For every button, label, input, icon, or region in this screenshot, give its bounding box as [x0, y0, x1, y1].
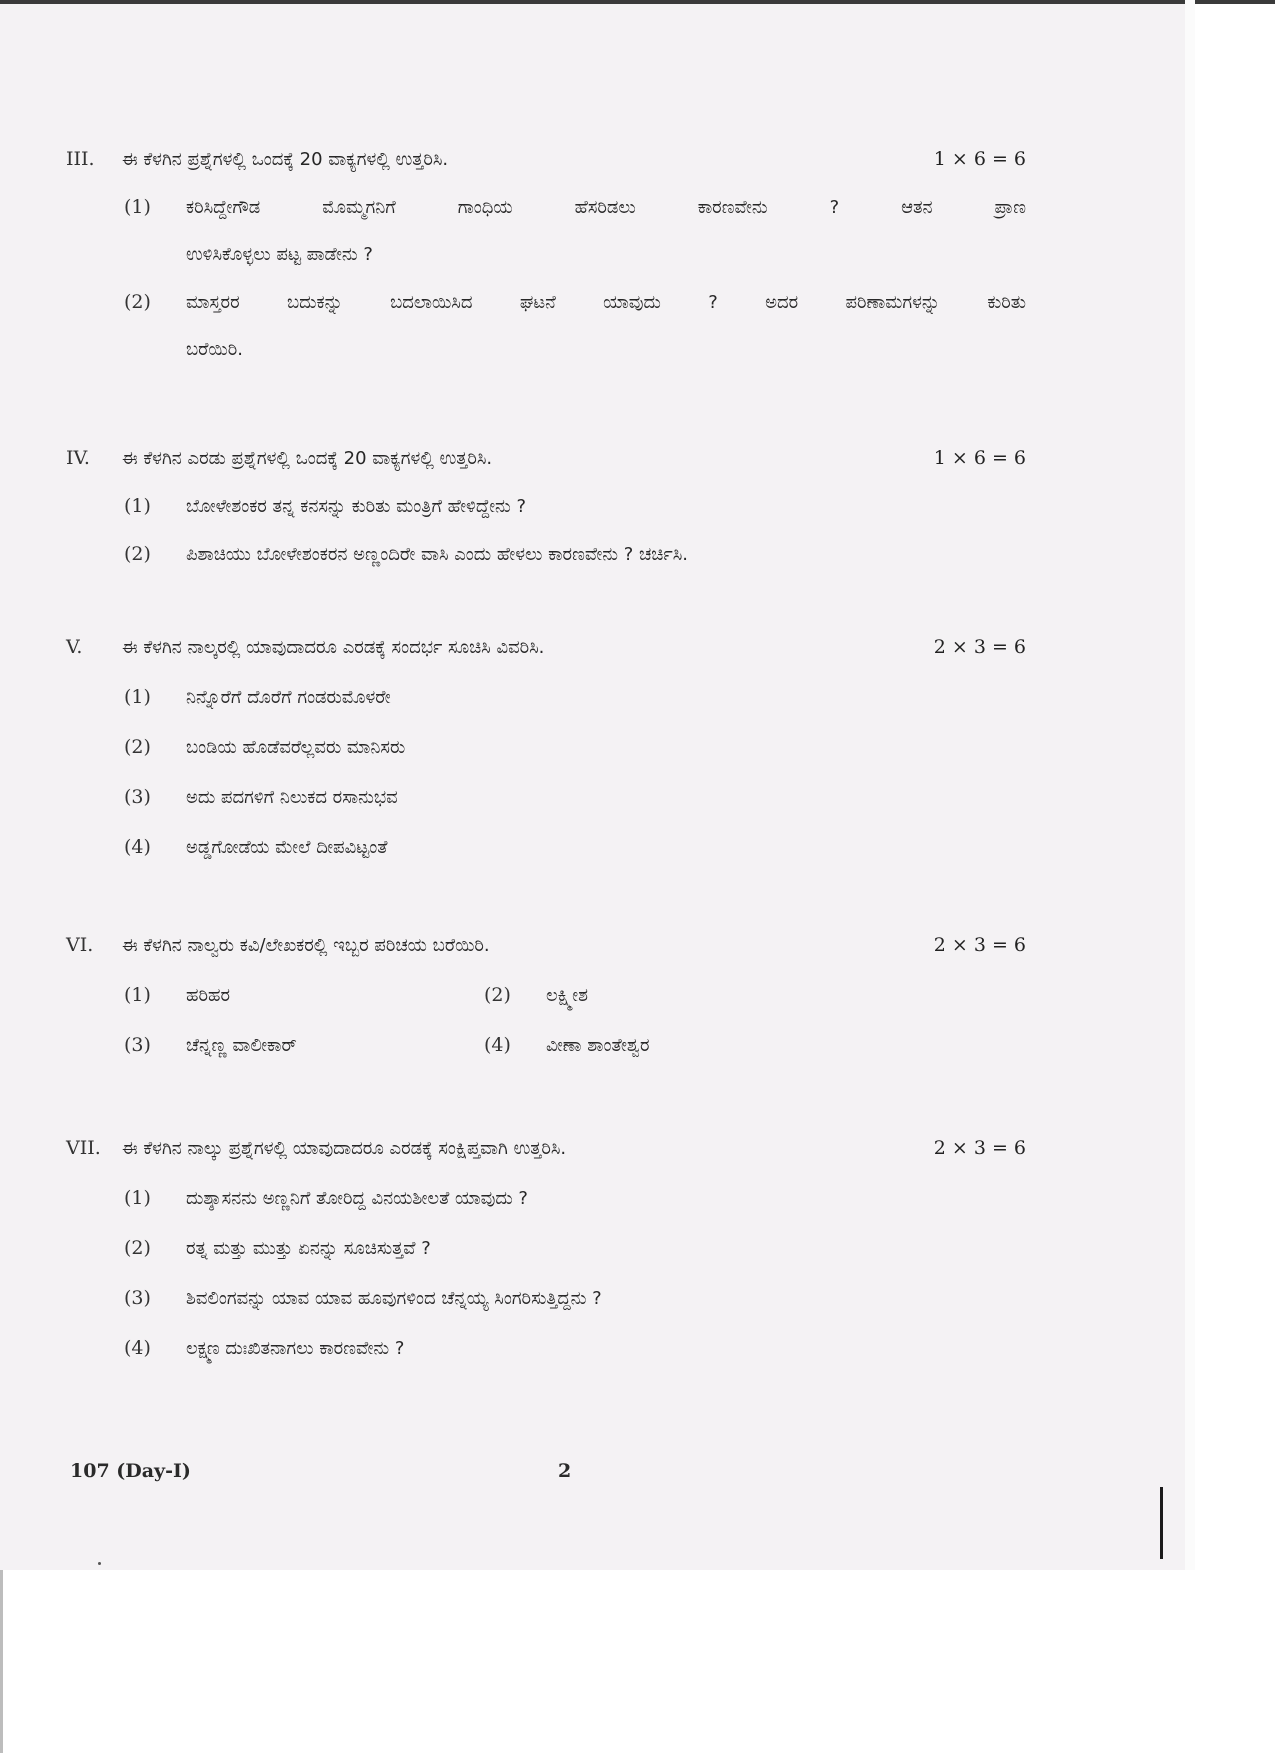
question-item	[124, 196, 1026, 218]
section-marks: 2 × 3 = 6	[933, 934, 1026, 956]
section-instruction: ಈ ಕೆಳಗಿನ ಪ್ರಶ್ನೆಗಳಲ್ಲಿ ಒಂದಕ್ಕೆ 20 ವಾಕ್ಯಗಳಲ್ಲಿ ಉತ್ತರಿಸಿ.	[122, 149, 449, 170]
question-number: (2)	[124, 736, 151, 758]
section-marks: 2 × 3 = 6	[933, 636, 1026, 658]
question-number: (3)	[124, 1034, 151, 1056]
question-number: (1)	[124, 196, 151, 218]
section-header	[66, 148, 1026, 170]
section-instruction: ಈ ಕೆಳಗಿನ ನಾಲ್ಕರಲ್ಲಿ ಯಾವುದಾದರೂ ಎರಡಕ್ಕೆ ಸಂದರ್ಭ ಸೂಚಿಸಿ ವಿವರಿಸಿ.	[122, 637, 545, 658]
question-text: ನಿನ್ನೊರೆಗೆ ದೊರೆಗೆ ಗಂಡರುಮೊಳರೇ	[186, 687, 391, 708]
section-header	[66, 934, 1026, 956]
question-text: ಪಿಶಾಚಿಯು ಬೋಳೇಶಂಕರನ ಅಣ್ಣಂದಿರೇ ವಾಸಿ ಎಂದು ಹೇಳಲು ಕಾರಣವೇನು ? ಚರ್ಚಿಸಿ.	[186, 544, 689, 565]
section-3	[66, 148, 1026, 360]
question-item	[124, 686, 1026, 708]
question-item	[124, 1187, 1026, 1209]
scan-speck	[98, 1562, 101, 1565]
question-text: ಮಾಸ್ತರರ ಬದುಕನ್ನು ಬದಲಾಯಿಸಿದ ಘಟನೆ ಯಾವುದು ? ಅದರ ಪರಿಣಾಮಗಳನ್ನು ಕುರಿತು	[186, 292, 1026, 313]
question-item	[124, 543, 1026, 565]
question-text: ದುಶ್ಶಾಸನನು ಅಣ್ಣನಿಗೆ ತೋರಿದ್ದ ವಿನಯಶೀಲತೆ ಯಾವುದು ?	[186, 1188, 528, 1209]
question-number: (2)	[124, 1237, 151, 1259]
question-text: ವೀಣಾ ಶಾಂತೇಶ್ವರ	[546, 1035, 650, 1056]
section-number: IV.	[66, 447, 90, 469]
paper-code: 107 (Day-I)	[70, 1460, 191, 1482]
scan-top-edge	[0, 0, 1275, 4]
section-header	[66, 1137, 1026, 1159]
section-5	[66, 636, 1026, 858]
section-header	[66, 447, 1026, 469]
question-item	[484, 984, 784, 1006]
question-text: ಲಕ್ಷ್ಮಣ ದುಃಖಿತನಾಗಲು ಕಾರಣವೇನು ?	[186, 1338, 405, 1359]
question-item	[124, 1237, 1026, 1259]
scan-left-edge	[0, 1570, 3, 1753]
question-text: ಅಡ್ಡಗೋಡೆಯ ಮೇಲೆ ದೀಪವಿಟ್ಟಂತೆ	[186, 837, 388, 858]
question-item	[484, 1034, 784, 1056]
section-number: VII.	[66, 1137, 101, 1159]
section-instruction: ಈ ಕೆಳಗಿನ ನಾಲ್ಕು ಪ್ರಶ್ನೆಗಳಲ್ಲಿ ಯಾವುದಾದರೂ ಎರಡಕ್ಕೆ ಸಂಕ್ಷಿಪ್ತವಾಗಿ ಉತ್ತರಿಸಿ.	[122, 1138, 567, 1159]
section-number: III.	[66, 148, 95, 170]
section-instruction: ಈ ಕೆಳಗಿನ ನಾಲ್ವರು ಕವಿ/ಲೇಖಕರಲ್ಲಿ ಇಬ್ಬರ ಪರಿಚಯ ಬರೆಯಿರಿ.	[122, 935, 490, 956]
section-instruction: ಈ ಕೆಳಗಿನ ಎರಡು ಪ್ರಶ್ನೆಗಳಲ್ಲಿ ಒಂದಕ್ಕೆ 20 ವಾಕ್ಯಗಳಲ್ಲಿ ಉತ್ತರಿಸಿ.	[122, 448, 493, 469]
section-marks: 1 × 6 = 6	[933, 148, 1026, 170]
question-number: (2)	[124, 291, 151, 313]
question-text: ಕರಿಸಿದ್ದೇಗೌಡ ಮೊಮ್ಮಗನಿಗೆ ಗಾಂಧಿಯ ಹೆಸರಿಡಲು ಕಾರಣವೇನು ? ಆತನ ಪ್ರಾಣ	[186, 197, 1026, 218]
question-text: ಶಿವಲಿಂಗವನ್ನು ಯಾವ ಯಾವ ಹೂವುಗಳಿಂದ ಚೆನ್ನಯ್ಯ ಸಿಂಗರಿಸುತ್ತಿದ್ದನು ?	[186, 1288, 602, 1309]
question-number: (4)	[484, 1034, 511, 1056]
section-4	[66, 447, 1026, 565]
question-item	[124, 836, 1026, 858]
question-number: (2)	[484, 984, 511, 1006]
question-item	[124, 786, 1026, 808]
question-item	[124, 1337, 1026, 1359]
section-6	[66, 934, 1026, 1056]
question-item	[124, 736, 1026, 758]
pen-mark	[1160, 1487, 1163, 1559]
question-item	[124, 495, 1026, 517]
section-marks: 2 × 3 = 6	[933, 1137, 1026, 1159]
question-text: ಹರಿಹರ	[186, 985, 230, 1006]
question-number: (2)	[124, 543, 151, 565]
question-number: (1)	[124, 1187, 151, 1209]
question-number: (1)	[124, 495, 151, 517]
question-text: ಬೋಳೇಶಂಕರ ತನ್ನ ಕನಸನ್ನು ಕುರಿತು ಮಂತ್ರಿಗೆ ಹೇಳಿದ್ದೇನು ?	[186, 496, 527, 517]
question-text: ಚೆನ್ನಣ್ಣ ವಾಲೀಕಾರ್	[186, 1035, 297, 1056]
question-number: (1)	[124, 686, 151, 708]
question-text: ಅದು ಪದಗಳಿಗೆ ನಿಲುಕದ ರಸಾನುಭವ	[186, 787, 398, 808]
question-text-continued: ಉಳಿಸಿಕೊಳ್ಳಲು ಪಟ್ಟ ಪಾಡೇನು ?	[186, 244, 373, 265]
section-number: V.	[66, 636, 83, 658]
scan-right-edge	[1185, 0, 1195, 1570]
page-number: 2	[558, 1460, 572, 1482]
question-item	[124, 291, 1026, 313]
question-number: (4)	[124, 836, 151, 858]
question-number: (1)	[124, 984, 151, 1006]
section-7	[66, 1137, 1026, 1359]
question-text: ಲಕ್ಷ್ಮೀಶ	[546, 985, 588, 1006]
question-item	[124, 1034, 484, 1056]
question-number: (3)	[124, 786, 151, 808]
section-number: VI.	[66, 934, 94, 956]
author-grid	[124, 984, 1026, 1056]
question-number: (4)	[124, 1337, 151, 1359]
question-number: (3)	[124, 1287, 151, 1309]
question-item	[124, 1287, 1026, 1309]
section-header	[66, 636, 1026, 658]
question-item	[124, 984, 484, 1006]
question-text: ರತ್ನ ಮತ್ತು ಮುತ್ತು ಏನನ್ನು ಸೂಚಿಸುತ್ತವೆ ?	[186, 1238, 431, 1259]
question-text-continued: ಬರೆಯಿರಿ.	[186, 339, 243, 360]
question-text: ಬಂಡಿಯ ಹೊಡೆವರೆಲ್ಲವರು ಮಾನಿಸರು	[186, 737, 406, 758]
section-marks: 1 × 6 = 6	[933, 447, 1026, 469]
